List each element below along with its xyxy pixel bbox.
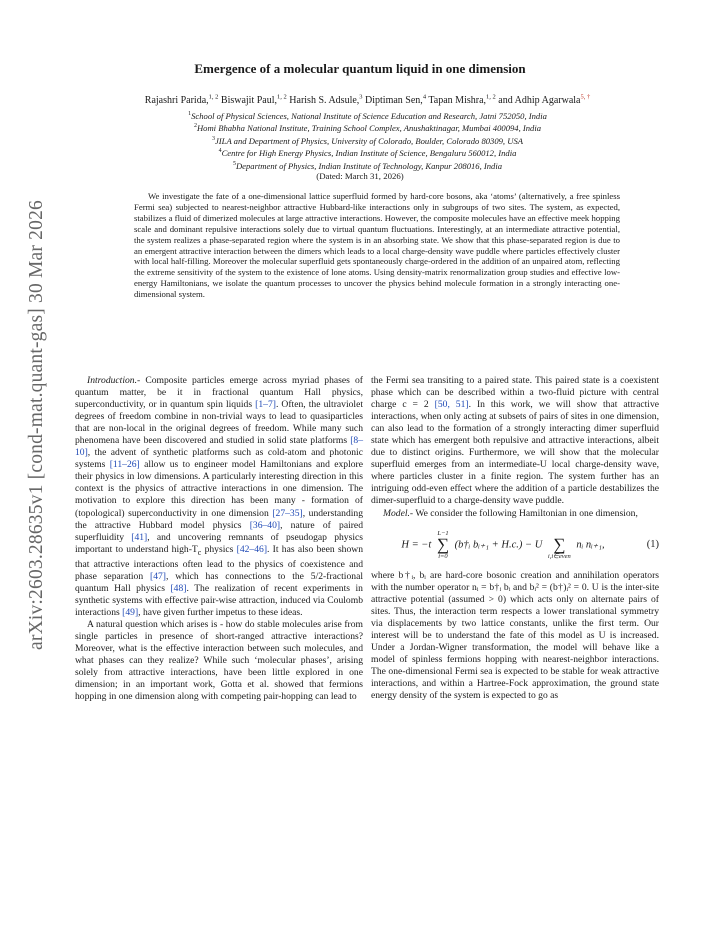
affiliation: $^5$Department of Physics, Indian Institute of Technology, Kanpur 208016, India [232, 160, 503, 171]
author-list [60, 94, 675, 106]
citation-link[interactable]: [36–40] [249, 519, 281, 531]
affiliation: $^3$JILA and Department of Physics, University of Colorado, Boulder, Colorado 80309, USA [211, 135, 523, 146]
citation-link[interactable]: [11–26] [109, 459, 140, 471]
citation-link[interactable]: [1–7] [255, 399, 276, 411]
author: and Adhip Agarwala$^{5, \dagger}$ [498, 94, 591, 107]
affiliation-list [60, 109, 675, 171]
affiliation: $^1$School of Physical Sciences, National Institute of Science Education and Research, Jatni 752050, India [188, 110, 547, 121]
paper-title: Emergence of a molecular quantum liquid in one dimension [194, 61, 526, 76]
affiliation: $^2$Homi Bhabha National Institute, Training School Complex, Anushaktinagar, Mumbai 400094, India [193, 123, 542, 134]
abstract: We investigate the fate of a one-dimensional lattice superfluid formed by hard-core bosons, aka ‘atoms’ (alternatively, a free spinless Fermi sea) subjected to nearest-neighbor attractive Hubbard-like interactions only in subgroups of two sites. The system, as expected, stabilizes a fluid of dimerized molecules at large attractive interactions. However, the composite molecules have an effective meek hopping scale and dominant repulsive interactions solely due to virtual quantum fluctuations. Interestingly, at an intermediate attractive potential, the system realizes a phase-separated region where the system is in an absorbing state. We show that this phase-separated region is due to an emergent attractive interaction between the dimers which leads to a local charge-density wave puddle where particles effectively cluster with local half-filling. Moreover the molecular superfluid gets spontaneously charge-ordered in the addition of an unpaired atom, reflecting the extreme sensitivity of the system to the existence of lone atoms. Using density-matrix renormalization group studies and effective low-energy Hamiltonians, we isolate the quantum processes to uncover the physics behind molecule formation in a strongly interacting one-dimensional system. [134, 191, 620, 300]
summation-symbol: ∑ i,i∈even [547, 534, 571, 560]
paragraph-definitions: where b†ᵢ, bᵢ are hard-core bosonic creation and annihilation operators with the number operator nᵢ = b†ᵢ bᵢ and bᵢ² = (b†)ᵢ² = 0. U is the inter-site attractive potential (assumed > 0) which acts only on alternate pairs of sites. Thus, the interaction term respects a lower translational symmetry via displacements by two lattice constants, unlike the first term. Our interest will be to understand the fate of this model as U is increased. Under a Jordan-Wigner transformation, the model will behave like a model of spinless fermions hopping with nearest-neighbor interactions. The one-dimensional Fermi sea is expected to be stable for weak attractive interactions, and within a Hartree-Fock approximation, the ground state energy density of the system is expected to go as [371, 569, 659, 702]
author: Rajashri Parida,$^{1, 2}$ [144, 94, 219, 107]
right-column [371, 375, 659, 702]
paragraph-model: Model.- We consider the following Hamiltonian in one dimension, [383, 507, 638, 519]
equation-hamiltonian [371, 530, 659, 560]
date-line: (Dated: March 31, 2026) [316, 171, 404, 181]
citation-link[interactable]: [27–35] [272, 507, 303, 519]
citation-link[interactable]: [48] [170, 582, 187, 594]
citation-link[interactable]: [41] [131, 531, 148, 543]
paragraph-molecules-question: A natural question which arises is - how do stable molecules arise from single particles in presence of short-ranged attractive interactions? Moreover, what is the effective interaction between such molecules, and what phases can they realize? While such ‘molecular phases’, arising solely from attractive interactions, have been little explored in one dimension; in an important work, Gotta et al. showed that fermions hopping in one dimension along with competing pair-hopping can lead to [75, 618, 363, 703]
citation-link[interactable]: [47] [150, 570, 166, 582]
author: Harish S. Adsule,$^3$ [289, 94, 363, 107]
citation-link[interactable]: [42–46] [236, 543, 268, 555]
citation-link[interactable]: [8–10] [75, 435, 363, 459]
author: Biswajit Paul,$^{1, 2}$ [220, 94, 287, 107]
equation-body: H = −t L−1 ∑ i=0 (b†ᵢ bᵢ₊₁ + H.c.) − U ∑ i,i∈even nᵢ nᵢ₊₁, [401, 529, 605, 560]
arxiv-sidebar-stamp [22, 195, 52, 655]
author: Diptiman Sen,$^4$ [365, 94, 427, 107]
paragraph-continuation: the Fermi sea transiting to a paired state. This paired state is a coexistent phase which can be described within a two-fluid picture with central charge c = 2 [50, 51]. In this work, we will show that attractive interactions, when only acting at subsets of pairs of sites in one dimension, can also lead to the formation of a strongly interacting dimer superfluid state which has emergent both repulsive and attractive interactions, albeit due to distinct origins. Furthermore, we will show that the molecular superfluid emerges from an intermediate-U local charge-density wave, where particles cluster in a finite region. The system further has an intriguing odd-even effect where the addition of a particle destabilizes the dimer-superfluid to a charge-density wave puddle. [371, 375, 660, 507]
citation-link[interactable]: [49] [122, 606, 139, 618]
summation-symbol: L−1 ∑ i=0 [436, 529, 450, 560]
left-column [75, 375, 363, 703]
paragraph-introduction: Introduction.- Composite particles emerge across myriad phases of quantum matter, be it in fractional quantum Hall physics, superconductivity, or in quantum spin liquids [1–7]. Often, the ultraviolet degrees of freedom combine in non-trivial ways to lead to quasiparticles that are non-local in the original degrees of freedom. While many such phenomena have been discovered and studied in solid state platforms [8–10], the advent of synthetic platforms such as cold-atom and photonic systems [11–26] allow us to engineer model Hamiltonians and explore their physics in low dimensions. A particularly interesting direction in this context is the physics of attractive interactions in one dimension. The motivation to explore this direction has been many - formation of (topological) superconductivity in one dimension [27–35], understanding the attractive Hubbard model physics [36–40], nature of paired superfluidity [41], and uncovering remnants of pseudogap physics important to understand high-$T_c$ physics [42–46]. It has also been shown that attractive interactions often lead to the physics of coexistence and phase separation [47], which has connections to the 5/2-fractional quantum Hall physics [48]. The realization of recent experiments in synthetic systems with effective pair-wise attraction, induced via Coulomb interactions [49], have given further impetus to these ideas. [75, 375, 364, 618]
affiliation: $^4$Centre for High Energy Physics, Indian Institute of Science, Bengaluru 560012, India [218, 148, 517, 159]
citation-link[interactable]: [50, 51] [434, 399, 469, 411]
arxiv-identifier: arXiv:2603.28635v1 [cond-mat.quant-gas] 30 Mar 2026 [26, 200, 47, 650]
author: Tapan Mishra,$^{1, 2}$ [428, 94, 496, 107]
equation-number: (1) [646, 538, 659, 550]
